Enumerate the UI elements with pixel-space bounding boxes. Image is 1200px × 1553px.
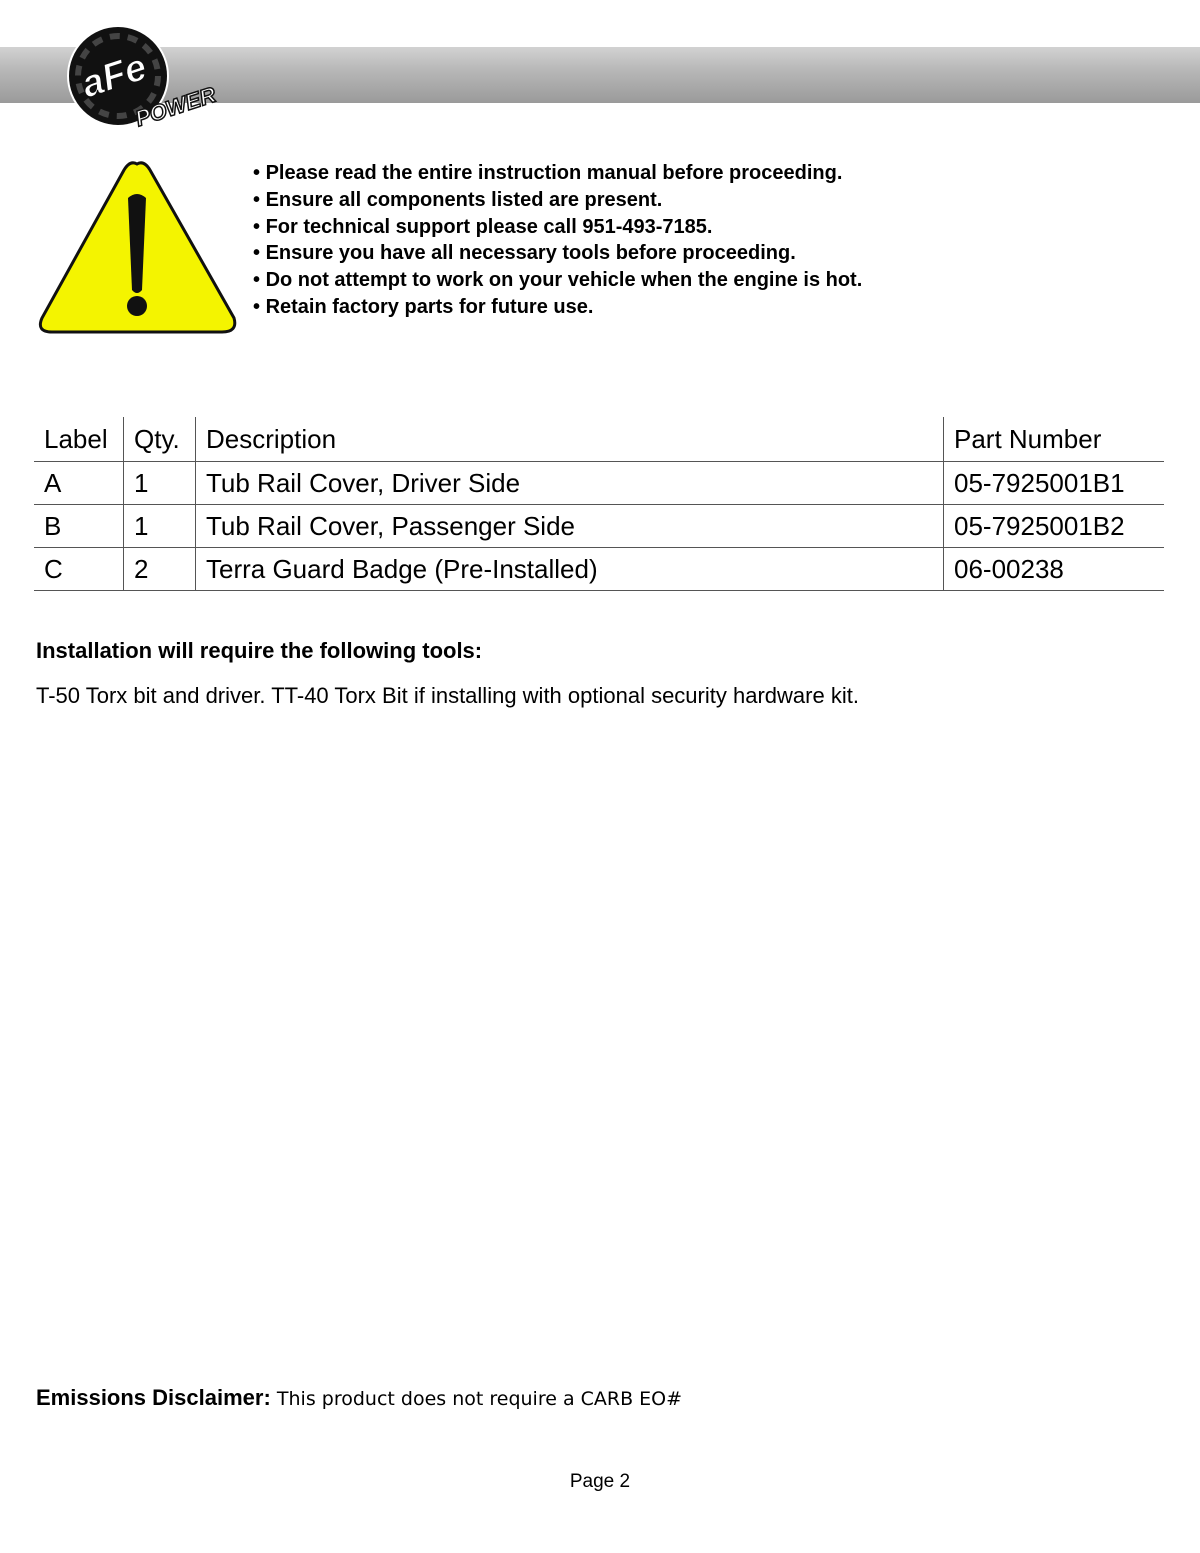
warning-item: • For technical support please call 951-493-7185. bbox=[253, 214, 862, 241]
cell-qty: 1 bbox=[124, 505, 196, 548]
cell-part-number: 05-7925001B2 bbox=[944, 505, 1165, 548]
cell-description: Tub Rail Cover, Passenger Side bbox=[196, 505, 944, 548]
emissions-label: Emissions Disclaimer: bbox=[36, 1385, 271, 1410]
header-qty: Qty. bbox=[124, 417, 196, 462]
header-part-number: Part Number bbox=[944, 417, 1165, 462]
logo-afe-text: aFe bbox=[76, 46, 152, 107]
warning-item: • Ensure all components listed are present. bbox=[253, 187, 862, 214]
cell-qty: 1 bbox=[124, 462, 196, 505]
warning-item: • Do not attempt to work on your vehicle when the engine is hot. bbox=[253, 267, 862, 294]
logo-power-text: POWER bbox=[132, 81, 219, 132]
afe-power-logo bbox=[66, 22, 236, 132]
warning-item: • Ensure you have all necessary tools before proceeding. bbox=[253, 240, 862, 267]
cell-qty: 2 bbox=[124, 548, 196, 591]
table-row bbox=[34, 462, 1164, 505]
page-number: Page 2 bbox=[569, 1471, 631, 1492]
safety-warnings-list bbox=[253, 160, 862, 321]
warning-item: • Please read the entire instruction manual before proceeding. bbox=[253, 160, 862, 187]
cell-part-number: 06-00238 bbox=[944, 548, 1165, 591]
parts-table bbox=[34, 417, 1164, 591]
table-row bbox=[34, 548, 1164, 591]
emissions-text: This product does not require a CARB EO# bbox=[276, 1388, 683, 1410]
cell-description: Terra Guard Badge (Pre-Installed) bbox=[196, 548, 944, 591]
warning-triangle-icon bbox=[36, 158, 238, 336]
cell-part-number: 05-7925001B1 bbox=[944, 462, 1165, 505]
emissions-disclaimer bbox=[36, 1385, 682, 1411]
cell-label: C bbox=[34, 548, 124, 591]
cell-label: A bbox=[34, 462, 124, 505]
cell-description: Tub Rail Cover, Driver Side bbox=[196, 462, 944, 505]
header-description: Description bbox=[196, 417, 944, 462]
table-header-row bbox=[34, 417, 1164, 462]
header-label: Label bbox=[34, 417, 124, 462]
warning-item: • Retain factory parts for future use. bbox=[253, 294, 862, 321]
table-row bbox=[34, 505, 1164, 548]
tools-heading: Installation will require the following tools: bbox=[36, 638, 483, 663]
cell-label: B bbox=[34, 505, 124, 548]
tools-text: T-50 Torx bit and driver. TT-40 Torx Bit if installing with optional security hardware kit. bbox=[36, 683, 859, 708]
